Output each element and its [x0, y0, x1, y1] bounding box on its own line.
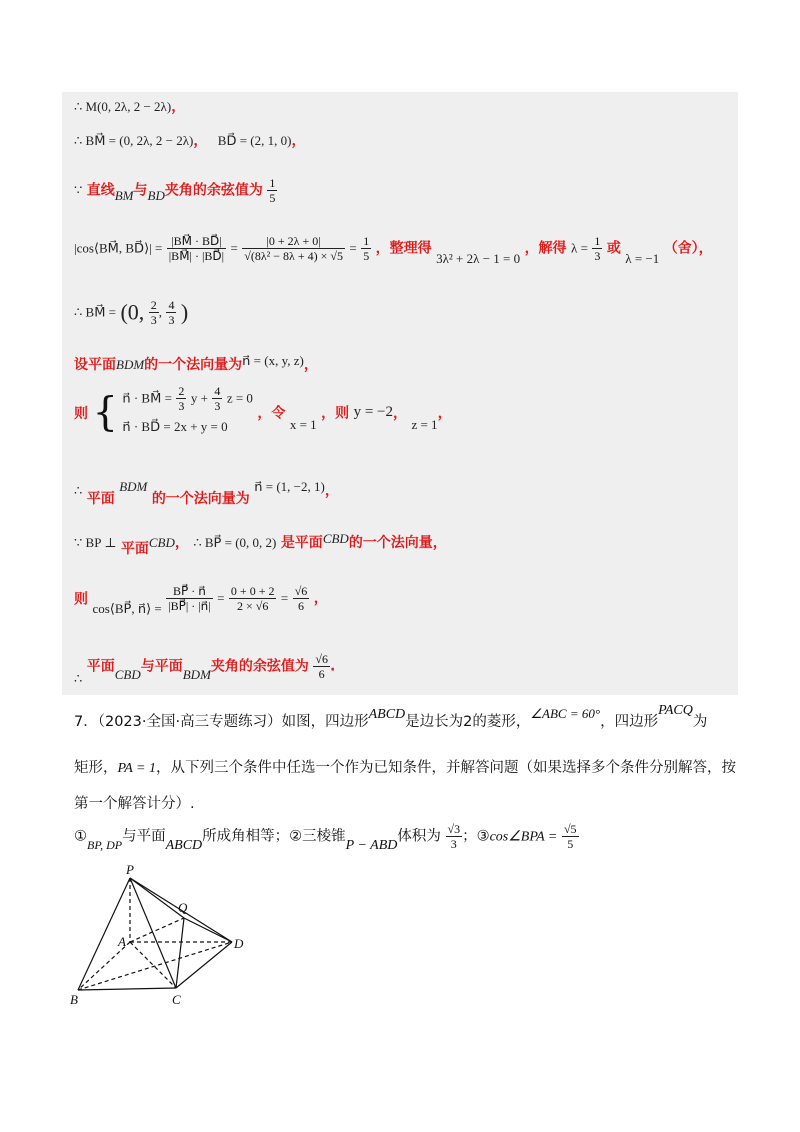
vector-bd: BD⃗ = (2, 1, 0) — [217, 133, 292, 148]
solution-lambda: λ = — [571, 240, 588, 256]
fraction-dot-over-norms: $\frac{BP⃗ \cdot n⃗}{|BP⃗| \cdot |n⃗|}$ — [168, 584, 211, 613]
quad-pacq: PACQ — [658, 703, 693, 718]
equals: = — [217, 590, 225, 606]
text: ，整理得 — [375, 240, 432, 257]
normal-vector-n: n⃗ = (x, y, z) — [242, 353, 304, 368]
fraction-expanded: $\frac{|0 + 2\lambda + 0|}{\text{√(8λ² − 8λ + 4) × √5}}$ — [244, 234, 343, 263]
paren: (0, — [120, 299, 145, 325]
text: 直线 — [86, 182, 115, 199]
fraction-two-thirds: $\frac{2}{3}$ — [150, 298, 157, 327]
text: ，则 — [321, 405, 350, 422]
solution-line-5 — [74, 298, 188, 327]
pa-length: PA = 1 — [117, 761, 156, 776]
label-d: D — [234, 936, 244, 951]
punct: ， — [393, 405, 407, 422]
fraction-root6-over-6: $\frac{√6}{6}$ — [315, 652, 328, 681]
text: 则 — [74, 405, 88, 422]
equals: = — [230, 240, 238, 256]
text: ，解得 — [524, 240, 567, 257]
problem-line-4 — [74, 822, 579, 851]
plane-bdm: BDM — [116, 357, 145, 372]
text: ，四边形 — [600, 714, 659, 730]
solution-line-6 — [74, 354, 318, 374]
therefore-symbol: ∴ — [74, 483, 83, 498]
edge-qd — [184, 918, 232, 942]
text: 平面 — [86, 491, 115, 507]
text: 为 — [692, 714, 708, 730]
text: 或 — [606, 240, 621, 257]
fraction-root6-over-6: $\frac{√6}{6}$ — [294, 584, 308, 613]
fraction-dot-over-norms: $\frac{|BM⃗ \cdot BD⃗|}{|BM⃗| \cdot |BD⃗|}$ — [168, 234, 224, 263]
text: 体积为 — [397, 828, 441, 845]
rejected-lambda: λ = −1 — [625, 250, 660, 266]
brace: { — [92, 389, 118, 436]
solution-line-1 — [74, 96, 185, 116]
punct: ， — [437, 405, 452, 422]
text: 是边长为2的菱形， — [405, 714, 531, 730]
text: 的一个法向量为 — [144, 357, 243, 373]
text: 矩形， — [74, 760, 118, 776]
line-bd: BD — [147, 187, 165, 203]
solution-line-4 — [74, 234, 713, 266]
label-a: A — [118, 934, 126, 949]
edge-cd — [176, 942, 232, 988]
vector-bm: ∴ BM⃗ = (0, 2λ, 2 − 2λ) — [74, 133, 194, 148]
punct: ， — [324, 483, 339, 499]
quad-abcd: ABCD — [368, 707, 406, 722]
solution-line-8 — [74, 479, 339, 507]
pyramid-figure — [66, 860, 256, 1010]
label-p: P — [126, 862, 134, 877]
fraction-one-fifth: $\frac{1}{5}$ — [363, 234, 370, 263]
punct: ， — [171, 99, 186, 115]
punct: ， — [193, 133, 208, 149]
vector-bp: ∴ BP⃗ = (0, 0, 2) — [193, 535, 277, 550]
punct: ， — [313, 590, 328, 607]
pyramid-pabd: P − ABD — [345, 837, 398, 853]
label-b: B — [70, 992, 78, 1007]
fraction-one-fifth: $\frac{1}{5}$ — [269, 176, 276, 205]
fraction-one-third: $\frac{1}{3}$ — [594, 234, 601, 263]
point-m-coords: ∴ M(0, 2λ, 2 − 2λ) — [74, 99, 172, 114]
normal-vector-value: n⃗ = (1, −2, 1) — [254, 479, 325, 494]
problem-number-source: 7．（2023·全国·高三专题练习）如图，四边形 — [74, 714, 369, 730]
value-y: y = −2 — [353, 404, 393, 420]
text: ；③ — [462, 828, 490, 845]
text: 设平面 — [74, 357, 116, 373]
edge-ac — [130, 942, 176, 988]
text: 夹角的余弦值为 — [210, 658, 309, 675]
punct: ， — [303, 357, 318, 373]
plane-cbd: CBD — [148, 535, 175, 550]
edge-ab — [78, 942, 130, 990]
comma: , — [158, 304, 162, 320]
punct: ， — [174, 535, 189, 551]
text: ，令 — [257, 405, 286, 422]
text: 与 — [133, 182, 148, 199]
text: 的一个法向量， — [348, 535, 447, 551]
vector-bm-value: ∴ BM⃗ = — [74, 304, 116, 320]
punct: . — [329, 658, 336, 675]
solution-line-7 — [74, 384, 452, 441]
plane-bdm: BDM — [182, 666, 211, 682]
set-x: x = 1 — [289, 416, 317, 432]
solution-line-3 — [74, 176, 277, 205]
text: 的一个法向量为 — [151, 491, 250, 507]
edge-aq — [130, 918, 184, 942]
text: 是平面 — [280, 535, 323, 551]
punct: ， — [291, 133, 306, 149]
fraction-four-thirds: $\frac{4}{3}$ — [168, 298, 175, 327]
edge-bc — [78, 988, 176, 990]
label-q: Q — [178, 900, 188, 915]
text: 所成角相等；②三棱锥 — [202, 828, 346, 845]
fraction-numeric: $\frac{0 + 0 + 2}{2 \times √6}$ — [230, 584, 275, 613]
cos-abs: |cos⟨BM⃗, BD⃗⟩| = — [74, 240, 163, 256]
value-z: z = 1 — [411, 416, 438, 432]
problem-line-3 — [74, 792, 195, 813]
angle-abc: ∠ABC = 60° — [530, 706, 601, 721]
therefore-symbol: ∴ — [74, 670, 83, 686]
text: 与平面 — [140, 658, 183, 675]
edge-cq — [176, 918, 184, 988]
solution-line-2 — [74, 130, 305, 150]
bp-perpendicular: ∵ BP ⊥ — [74, 535, 117, 550]
cos-bp-n: cos⟨BP⃗, n⃗⟩ = — [92, 600, 162, 616]
lines-bp-dp: BP, DP — [87, 837, 123, 852]
edge-bd — [78, 942, 232, 990]
line-bm: BM — [114, 187, 134, 203]
text: （舍）， — [663, 240, 713, 257]
fraction-root3-over-3: $\frac{√3}{3}$ — [447, 822, 461, 851]
text: 则 — [74, 591, 88, 608]
solution-line-11 — [74, 652, 336, 686]
solution-line-10 — [74, 584, 328, 616]
quadratic-equation: 3λ² + 2λ − 1 = 0 — [436, 250, 521, 266]
condition-marker: ① — [74, 828, 87, 845]
label-c: C — [172, 992, 181, 1007]
cos-bpa: cos∠BPA = — [489, 829, 558, 845]
plane-cbd: CBD — [114, 666, 141, 682]
text: 平面 — [86, 658, 115, 675]
fraction-root5-over-5: $\frac{√5}{5}$ — [563, 822, 577, 851]
paren: ) — [180, 299, 189, 325]
equals: = — [280, 590, 289, 606]
plane-cbd: CBD — [322, 531, 349, 546]
text: 夹角的余弦值为 — [164, 182, 263, 199]
text: 与平面 — [122, 828, 166, 845]
plane-bdm: BDM — [119, 479, 148, 494]
text: 第一个解答计分）. — [74, 796, 195, 812]
text: 平面 — [120, 541, 149, 557]
plane-abcd: ABCD — [165, 837, 203, 853]
text: ，从下列三个条件中任选一个作为已知条件，并解答问题（如果选择多个条件分别解答，按 — [156, 760, 736, 776]
solution-line-9 — [74, 531, 447, 557]
equals: = — [349, 240, 357, 256]
because-symbol: ∵ — [74, 182, 83, 198]
equation-system: n⃗ · BM⃗ = $\frac{2}{3}$ y + $\frac{4}{3}$ z = 0 n⃗ · BD⃗ = 2x + y = 0 — [122, 384, 253, 434]
problem-line-1 — [74, 703, 708, 731]
problem-line-2 — [74, 756, 736, 777]
